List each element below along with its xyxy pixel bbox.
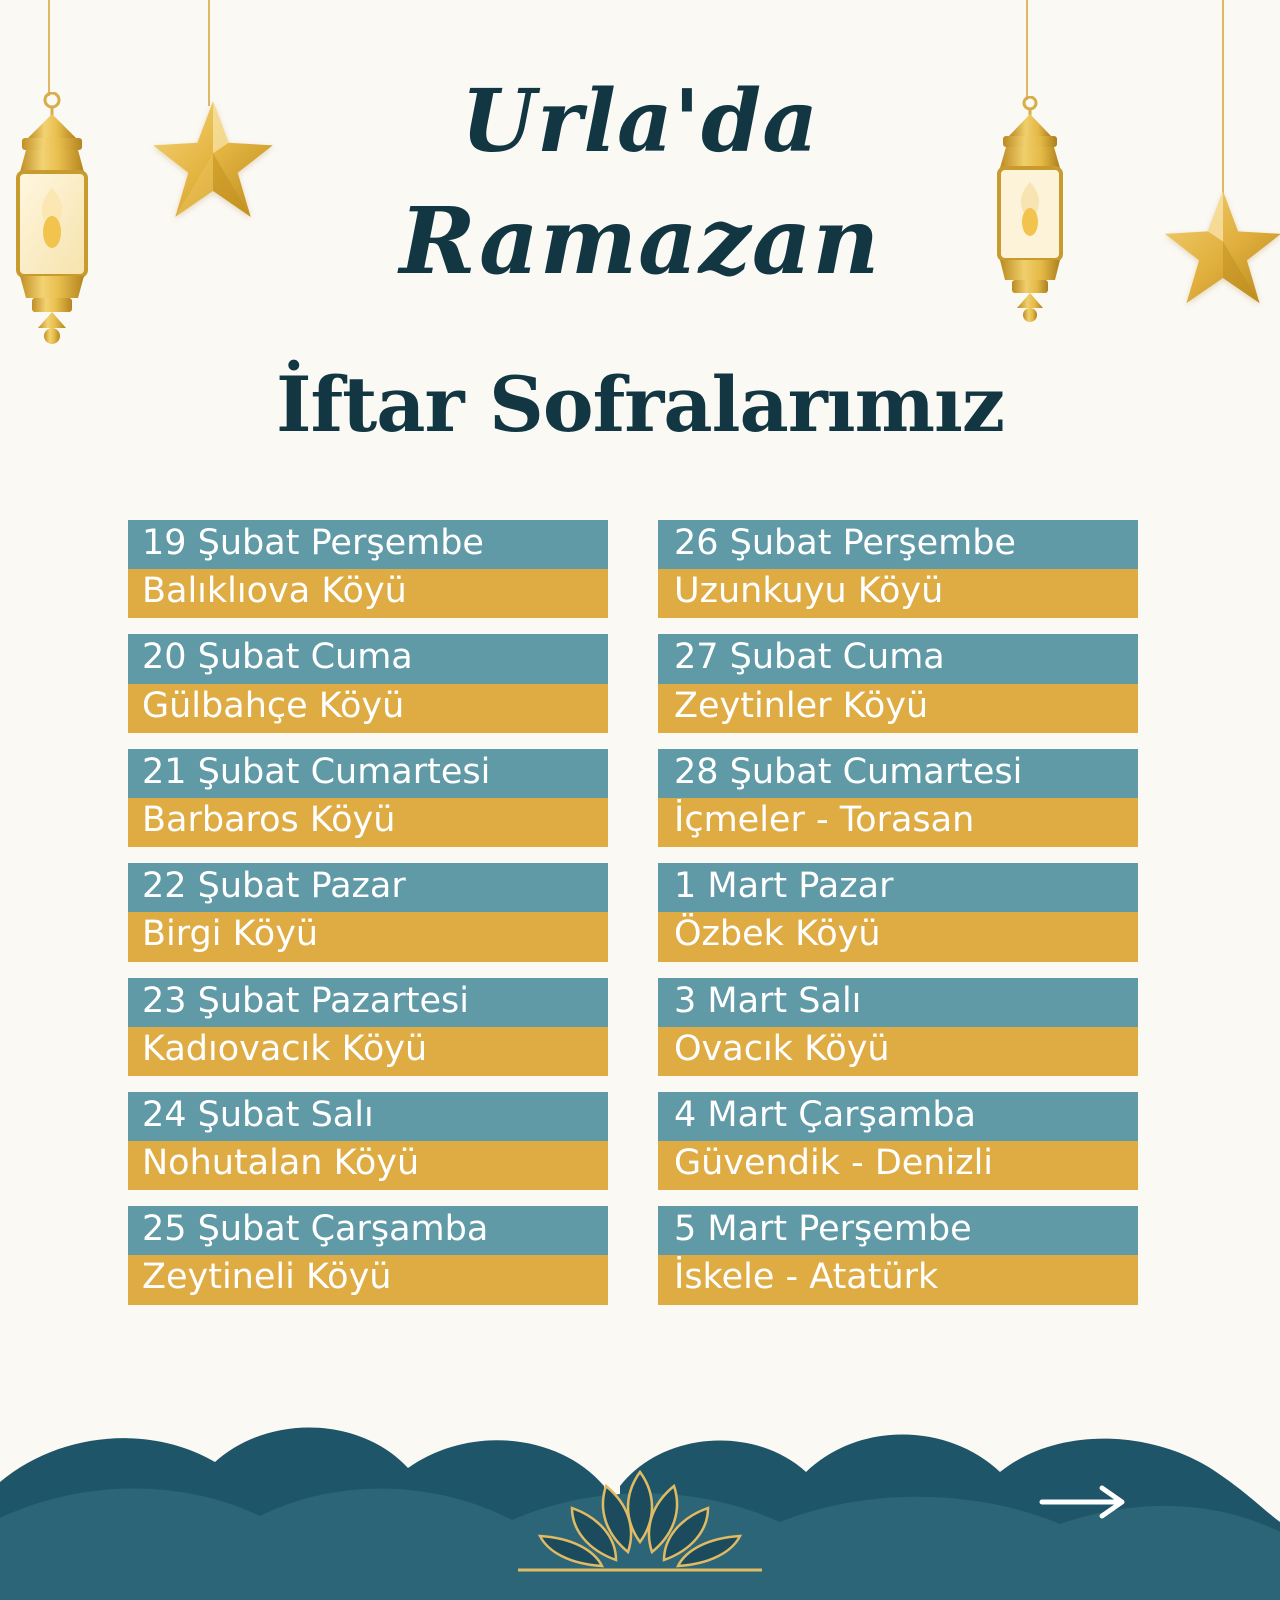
entry-date: 21 Şubat Cumartesi xyxy=(128,749,608,798)
schedule-entry xyxy=(658,1206,1138,1304)
schedule-entry xyxy=(658,863,1138,961)
schedule-entry xyxy=(128,1092,608,1190)
entry-place: Gülbahçe Köyü xyxy=(128,684,608,733)
poster-title-line-1: Urla'da xyxy=(461,71,819,172)
entry-date: 26 Şubat Perşembe xyxy=(658,520,1138,569)
entry-place: Kadıovacık Köyü xyxy=(128,1027,608,1076)
schedule-columns xyxy=(128,520,1138,1305)
entry-place: Zeytineli Köyü xyxy=(128,1255,608,1304)
entry-date: 1 Mart Pazar xyxy=(658,863,1138,912)
schedule-entry xyxy=(658,634,1138,732)
entry-date: 22 Şubat Pazar xyxy=(128,863,608,912)
entry-date: 5 Mart Perşembe xyxy=(658,1206,1138,1255)
entry-date: 28 Şubat Cumartesi xyxy=(658,749,1138,798)
schedule-entry xyxy=(128,1206,608,1304)
entry-place: Birgi Köyü xyxy=(128,912,608,961)
entry-place: İçmeler - Torasan xyxy=(658,798,1138,847)
lotus-ornament-icon xyxy=(510,1450,770,1600)
entry-date: 19 Şubat Perşembe xyxy=(128,520,608,569)
entry-place: Özbek Köyü xyxy=(658,912,1138,961)
poster-subtitle: İftar Sofralarımız xyxy=(275,360,1005,449)
entry-place: Ovacık Köyü xyxy=(658,1027,1138,1076)
entry-place: Balıklıova Köyü xyxy=(128,569,608,618)
entry-date: 27 Şubat Cuma xyxy=(658,634,1138,683)
entry-date: 4 Mart Çarşamba xyxy=(658,1092,1138,1141)
schedule-entry xyxy=(128,978,608,1076)
entry-date: 24 Şubat Salı xyxy=(128,1092,608,1141)
schedule-column-right xyxy=(658,520,1138,1305)
entry-date: 3 Mart Salı xyxy=(658,978,1138,1027)
entry-place: Nohutalan Köyü xyxy=(128,1141,608,1190)
schedule-entry xyxy=(128,863,608,961)
schedule-entry xyxy=(658,520,1138,618)
schedule-entry xyxy=(658,749,1138,847)
entry-place: Uzunkuyu Köyü xyxy=(658,569,1138,618)
entry-place: İskele - Atatürk xyxy=(658,1255,1138,1304)
schedule-entry xyxy=(128,520,608,618)
entry-date: 23 Şubat Pazartesi xyxy=(128,978,608,1027)
entry-date: 20 Şubat Cuma xyxy=(128,634,608,683)
entry-place: Zeytinler Köyü xyxy=(658,684,1138,733)
schedule-entry xyxy=(658,1092,1138,1190)
schedule-column-left xyxy=(128,520,608,1305)
poster-title-line-2: Ramazan xyxy=(399,187,881,295)
schedule-entry xyxy=(128,749,608,847)
schedule-entry xyxy=(128,634,608,732)
entry-place: Güvendik - Denizli xyxy=(658,1141,1138,1190)
entry-date: 25 Şubat Çarşamba xyxy=(128,1206,608,1255)
next-arrow-icon[interactable] xyxy=(1036,1482,1132,1522)
schedule-entry xyxy=(658,978,1138,1076)
entry-place: Barbaros Köyü xyxy=(128,798,608,847)
